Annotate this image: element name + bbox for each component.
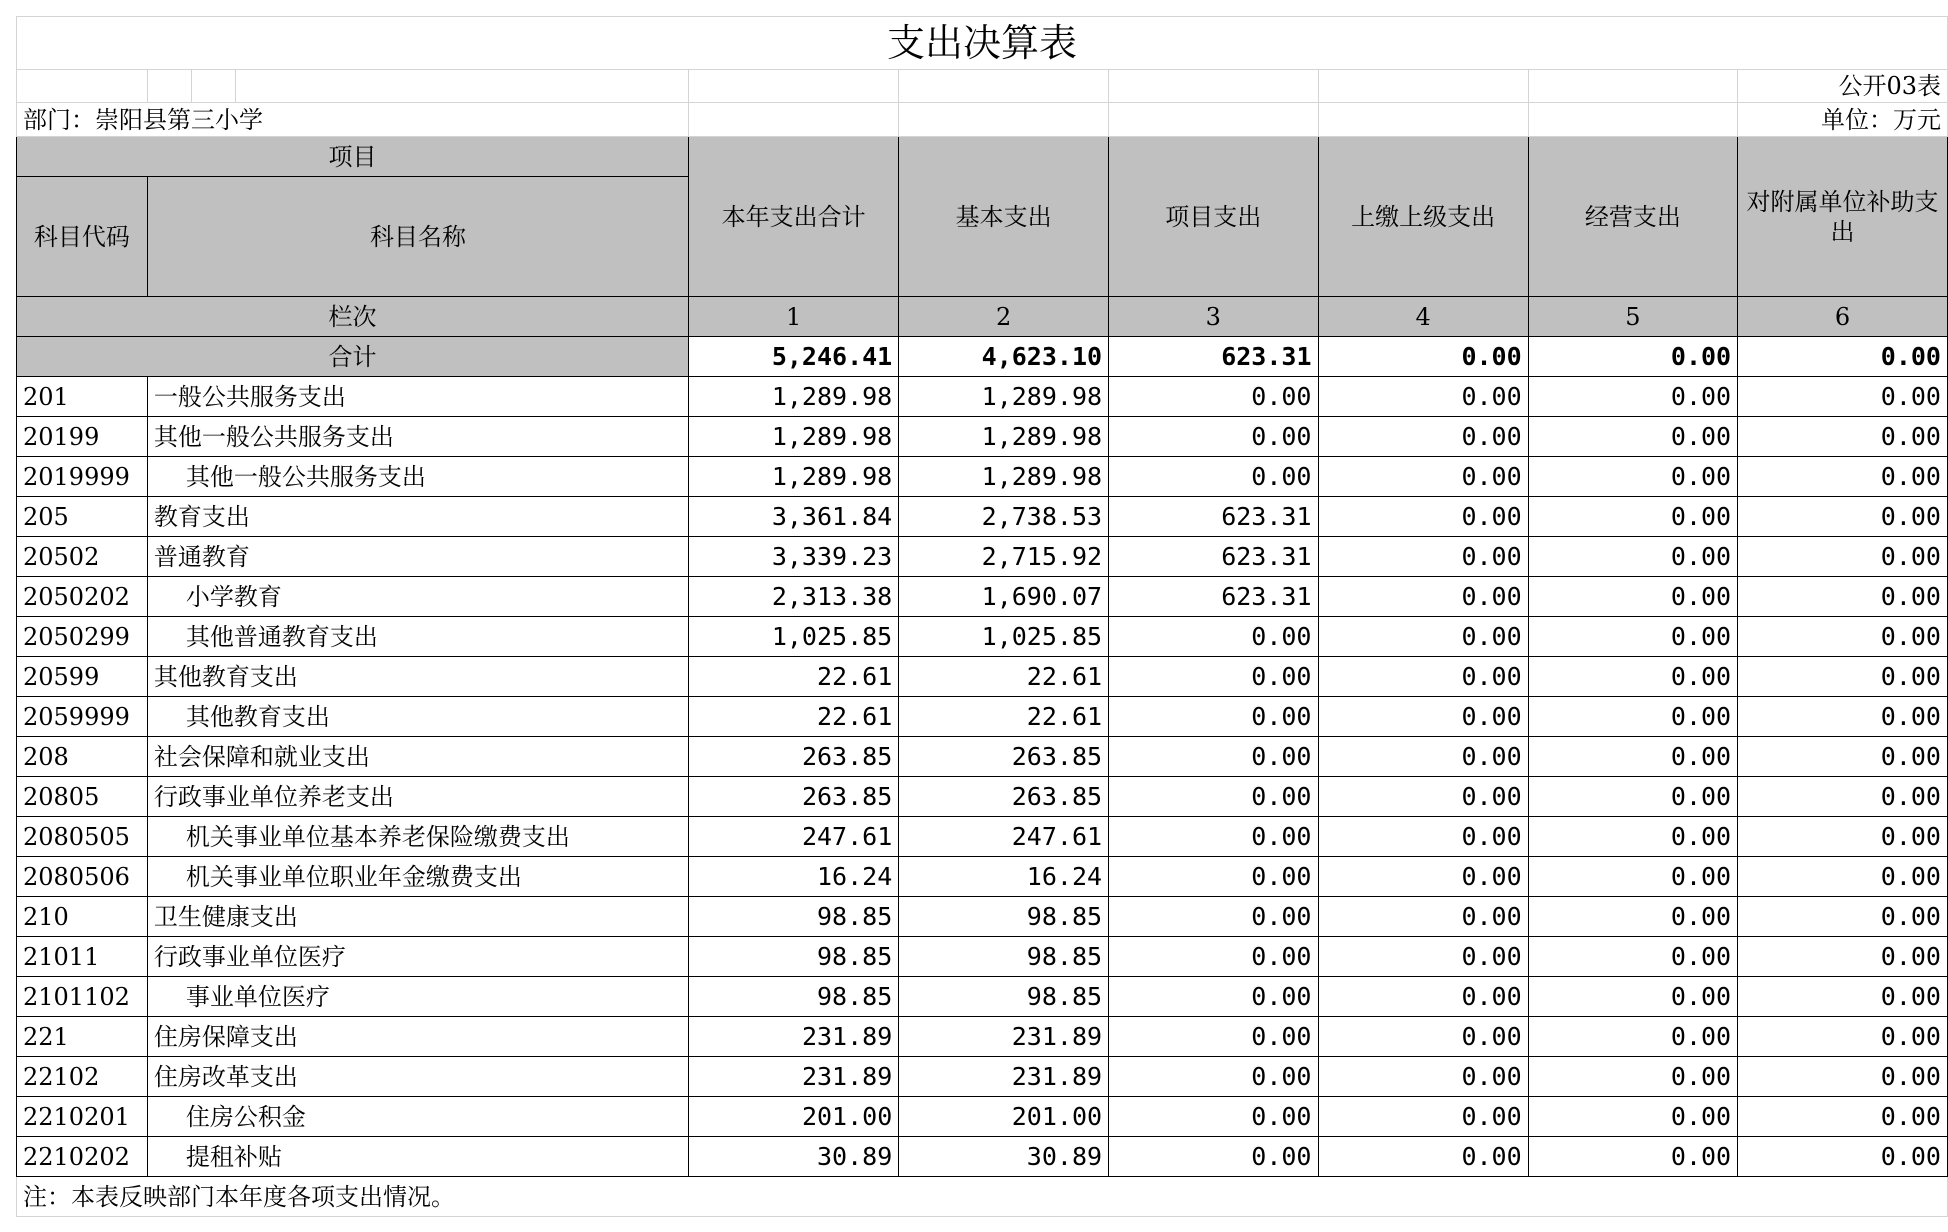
row-value: 0.00 [1528, 857, 1737, 897]
column-number: 2 [899, 297, 1109, 337]
row-value: 0.00 [1318, 857, 1528, 897]
row-code: 2050299 [17, 617, 148, 657]
row-value: 231.89 [689, 1017, 899, 1057]
table-row [17, 1057, 1948, 1097]
total-value: 0.00 [1738, 337, 1948, 377]
column-number: 1 [689, 297, 899, 337]
table-row [17, 457, 1948, 497]
table-row [17, 737, 1948, 777]
row-value: 0.00 [1738, 897, 1948, 937]
row-value: 2,738.53 [899, 497, 1109, 537]
row-value: 623.31 [1109, 497, 1318, 537]
row-value: 16.24 [689, 857, 899, 897]
row-value: 0.00 [1528, 617, 1737, 657]
table-row [17, 577, 1948, 617]
row-code: 2210202 [17, 1137, 148, 1177]
row-value: 0.00 [1318, 577, 1528, 617]
row-value: 0.00 [1109, 617, 1318, 657]
row-value: 0.00 [1528, 657, 1737, 697]
row-value: 0.00 [1318, 1017, 1528, 1057]
header-code: 科目代码 [17, 177, 148, 297]
row-code: 20599 [17, 657, 148, 697]
total-row [17, 337, 1948, 377]
table-row [17, 537, 1948, 577]
row-value: 0.00 [1528, 937, 1737, 977]
row-name: 普通教育 [147, 537, 688, 577]
total-value: 623.31 [1109, 337, 1318, 377]
row-value: 0.00 [1738, 697, 1948, 737]
row-value: 22.61 [689, 697, 899, 737]
row-value: 2,715.92 [899, 537, 1109, 577]
row-value: 2,313.38 [689, 577, 899, 617]
row-value: 0.00 [1738, 617, 1948, 657]
row-value: 247.61 [899, 817, 1109, 857]
row-value: 0.00 [1318, 817, 1528, 857]
header-col-total: 本年支出合计 [689, 137, 899, 297]
row-value: 1,289.98 [899, 457, 1109, 497]
row-value: 0.00 [1738, 737, 1948, 777]
row-value: 623.31 [1109, 537, 1318, 577]
row-name: 其他一般公共服务支出 [147, 417, 688, 457]
row-value: 0.00 [1318, 737, 1528, 777]
row-value: 0.00 [1528, 1017, 1737, 1057]
row-value: 0.00 [1738, 377, 1948, 417]
row-value: 0.00 [1738, 977, 1948, 1017]
total-value: 0.00 [1318, 337, 1528, 377]
table-row [17, 1017, 1948, 1057]
row-value: 0.00 [1318, 1137, 1528, 1177]
row-value: 0.00 [1318, 457, 1528, 497]
row-code: 201 [17, 377, 148, 417]
row-name: 住房公积金 [147, 1097, 688, 1137]
row-value: 0.00 [1528, 777, 1737, 817]
row-name: 提租补贴 [147, 1137, 688, 1177]
row-value: 0.00 [1109, 697, 1318, 737]
row-value: 0.00 [1528, 817, 1737, 857]
row-code: 20199 [17, 417, 148, 457]
row-code: 20805 [17, 777, 148, 817]
table-row [17, 377, 1948, 417]
table-row [17, 777, 1948, 817]
row-value: 263.85 [689, 777, 899, 817]
row-value: 0.00 [1318, 537, 1528, 577]
row-value: 0.00 [1738, 497, 1948, 537]
header-project: 项目 [17, 137, 689, 177]
row-value: 0.00 [1318, 417, 1528, 457]
row-value: 1,289.98 [689, 377, 899, 417]
row-value: 30.89 [899, 1137, 1109, 1177]
department-label: 部门：崇阳县第三小学 [17, 103, 689, 137]
row-code: 22102 [17, 1057, 148, 1097]
row-value: 98.85 [899, 977, 1109, 1017]
row-value: 247.61 [689, 817, 899, 857]
row-value: 0.00 [1318, 657, 1528, 697]
row-value: 98.85 [899, 897, 1109, 937]
row-name: 其他教育支出 [147, 657, 688, 697]
row-code: 208 [17, 737, 148, 777]
row-value: 0.00 [1109, 937, 1318, 977]
row-value: 0.00 [1109, 417, 1318, 457]
row-value: 0.00 [1738, 1137, 1948, 1177]
row-code: 2019999 [17, 457, 148, 497]
row-value: 263.85 [899, 777, 1109, 817]
row-value: 0.00 [1528, 697, 1737, 737]
row-value: 1,289.98 [899, 377, 1109, 417]
row-value: 1,289.98 [689, 457, 899, 497]
row-code: 2050202 [17, 577, 148, 617]
column-number: 5 [1528, 297, 1737, 337]
table-row [17, 817, 1948, 857]
row-name: 卫生健康支出 [147, 897, 688, 937]
header-col-remit: 上缴上级支出 [1318, 137, 1528, 297]
row-value: 0.00 [1738, 657, 1948, 697]
expenditure-table [16, 16, 1948, 1217]
row-value: 0.00 [1528, 497, 1737, 537]
row-name: 其他教育支出 [147, 697, 688, 737]
row-name: 其他一般公共服务支出 [147, 457, 688, 497]
row-value: 0.00 [1528, 1057, 1737, 1097]
row-value: 0.00 [1738, 777, 1948, 817]
row-code: 205 [17, 497, 148, 537]
table-row [17, 1097, 1948, 1137]
row-value: 0.00 [1528, 457, 1737, 497]
row-value: 16.24 [899, 857, 1109, 897]
row-value: 0.00 [1109, 737, 1318, 777]
row-value: 0.00 [1109, 897, 1318, 937]
row-value: 0.00 [1738, 1097, 1948, 1137]
unit-label: 单位：万元 [1738, 103, 1948, 137]
expenditure-sheet [16, 16, 1948, 1217]
row-value: 1,289.98 [899, 417, 1109, 457]
row-value: 0.00 [1738, 417, 1948, 457]
row-value: 0.00 [1318, 1057, 1528, 1097]
total-value: 4,623.10 [899, 337, 1109, 377]
header-name: 科目名称 [147, 177, 688, 297]
row-code: 2101102 [17, 977, 148, 1017]
row-value: 0.00 [1109, 1057, 1318, 1097]
table-title: 支出决算表 [17, 17, 1948, 70]
row-value: 1,025.85 [899, 617, 1109, 657]
row-code: 210 [17, 897, 148, 937]
row-code: 2080506 [17, 857, 148, 897]
row-value: 0.00 [1738, 457, 1948, 497]
row-value: 22.61 [899, 657, 1109, 697]
row-name: 教育支出 [147, 497, 688, 537]
row-name: 机关事业单位基本养老保险缴费支出 [147, 817, 688, 857]
row-code: 2210201 [17, 1097, 148, 1137]
row-value: 0.00 [1738, 577, 1948, 617]
row-value: 0.00 [1318, 697, 1528, 737]
row-value: 0.00 [1109, 377, 1318, 417]
row-value: 0.00 [1318, 937, 1528, 977]
column-number: 3 [1109, 297, 1318, 337]
total-label: 合计 [17, 337, 689, 377]
row-value: 231.89 [899, 1057, 1109, 1097]
row-code: 2080505 [17, 817, 148, 857]
table-row [17, 897, 1948, 937]
table-row [17, 937, 1948, 977]
row-value: 201.00 [689, 1097, 899, 1137]
row-value: 0.00 [1528, 977, 1737, 1017]
row-value: 0.00 [1738, 817, 1948, 857]
column-number: 6 [1738, 297, 1948, 337]
table-row [17, 497, 1948, 537]
table-row [17, 1137, 1948, 1177]
row-name: 机关事业单位职业年金缴费支出 [147, 857, 688, 897]
row-name: 住房改革支出 [147, 1057, 688, 1097]
row-value: 0.00 [1318, 977, 1528, 1017]
row-value: 0.00 [1528, 897, 1737, 937]
row-value: 0.00 [1738, 1017, 1948, 1057]
total-value: 0.00 [1528, 337, 1737, 377]
column-number-label: 栏次 [17, 297, 689, 337]
table-row [17, 617, 1948, 657]
row-value: 0.00 [1318, 777, 1528, 817]
row-value: 0.00 [1109, 977, 1318, 1017]
table-row [17, 977, 1948, 1017]
row-value: 0.00 [1738, 937, 1948, 977]
row-value: 0.00 [1318, 377, 1528, 417]
header-col-basic: 基本支出 [899, 137, 1109, 297]
row-value: 623.31 [1109, 577, 1318, 617]
row-name: 小学教育 [147, 577, 688, 617]
row-value: 0.00 [1738, 857, 1948, 897]
row-value: 0.00 [1738, 1057, 1948, 1097]
row-value: 0.00 [1528, 417, 1737, 457]
header-col-business: 经营支出 [1528, 137, 1737, 297]
row-code: 221 [17, 1017, 148, 1057]
row-value: 98.85 [689, 977, 899, 1017]
row-value: 0.00 [1318, 617, 1528, 657]
row-code: 2059999 [17, 697, 148, 737]
row-value: 3,339.23 [689, 537, 899, 577]
row-value: 0.00 [1528, 1137, 1737, 1177]
row-value: 0.00 [1109, 1097, 1318, 1137]
row-value: 231.89 [899, 1017, 1109, 1057]
row-value: 263.85 [899, 737, 1109, 777]
row-value: 201.00 [899, 1097, 1109, 1137]
row-name: 事业单位医疗 [147, 977, 688, 1017]
row-value: 0.00 [1528, 377, 1737, 417]
row-value: 0.00 [1738, 537, 1948, 577]
row-value: 98.85 [689, 897, 899, 937]
row-value: 0.00 [1109, 777, 1318, 817]
row-value: 0.00 [1528, 737, 1737, 777]
row-value: 0.00 [1318, 1097, 1528, 1137]
total-value: 5,246.41 [689, 337, 899, 377]
row-code: 21011 [17, 937, 148, 977]
row-name: 一般公共服务支出 [147, 377, 688, 417]
row-name: 行政事业单位医疗 [147, 937, 688, 977]
table-row [17, 697, 1948, 737]
row-value: 1,025.85 [689, 617, 899, 657]
table-row [17, 417, 1948, 457]
row-value: 98.85 [899, 937, 1109, 977]
header-col-subsidy: 对附属单位补助支出 [1738, 137, 1948, 297]
row-value: 0.00 [1109, 1137, 1318, 1177]
row-value: 98.85 [689, 937, 899, 977]
row-value: 0.00 [1109, 1017, 1318, 1057]
row-value: 263.85 [689, 737, 899, 777]
table-note: 注：本表反映部门本年度各项支出情况。 [17, 1177, 1948, 1217]
row-value: 0.00 [1318, 497, 1528, 537]
row-value: 30.89 [689, 1137, 899, 1177]
form-code: 公开03表 [1738, 70, 1948, 103]
row-value: 0.00 [1109, 817, 1318, 857]
row-value: 22.61 [899, 697, 1109, 737]
row-code: 20502 [17, 537, 148, 577]
row-value: 22.61 [689, 657, 899, 697]
row-value: 1,289.98 [689, 417, 899, 457]
row-value: 0.00 [1528, 577, 1737, 617]
row-value: 3,361.84 [689, 497, 899, 537]
column-number: 4 [1318, 297, 1528, 337]
row-name: 住房保障支出 [147, 1017, 688, 1057]
row-value: 1,690.07 [899, 577, 1109, 617]
row-value: 0.00 [1109, 457, 1318, 497]
row-value: 0.00 [1528, 1097, 1737, 1137]
row-name: 社会保障和就业支出 [147, 737, 688, 777]
header-col-project: 项目支出 [1109, 137, 1318, 297]
row-value: 231.89 [689, 1057, 899, 1097]
table-row [17, 857, 1948, 897]
row-name: 其他普通教育支出 [147, 617, 688, 657]
row-value: 0.00 [1318, 897, 1528, 937]
row-value: 0.00 [1528, 537, 1737, 577]
table-row [17, 657, 1948, 697]
row-value: 0.00 [1109, 857, 1318, 897]
row-value: 0.00 [1109, 657, 1318, 697]
row-name: 行政事业单位养老支出 [147, 777, 688, 817]
